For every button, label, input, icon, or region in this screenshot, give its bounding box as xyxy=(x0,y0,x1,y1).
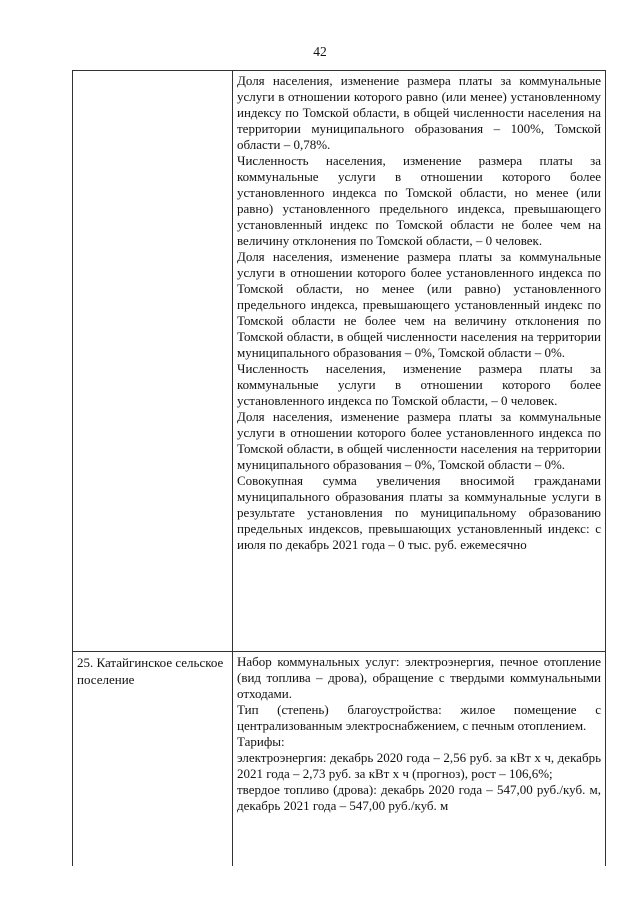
municipality-cell xyxy=(73,71,233,652)
page-number: 42 xyxy=(313,44,327,59)
indicator-paragraph: Совокупная сумма увеличения вносимой гражданами муниципального образования платы за коммунальные услуги в результате установления по муниципальному образованию предельных индексов, превышающих установленный индекс: с июля по декабрь 2021 года – 0 тыс. руб. ежемесячно xyxy=(237,473,601,552)
indicator-paragraph: Доля населения, изменение размера платы за коммунальные услуги в отношении которого более установленного индекса по Томской области, но менее (или равно) установленного предельного индекса, превышающего установленный индекс по Томской области не более чем на величину отклонения по Томской области, в общей численности населения на территории муниципального образования – 0%, Томской области – 0%. xyxy=(237,249,601,360)
indicators-cell xyxy=(233,652,606,867)
indicators-cell xyxy=(233,71,606,652)
indicator-paragraph: Набор коммунальных услуг: электроэнергия, печное отопление (вид топлива – дрова), обращение с твердыми коммунальными отходами. xyxy=(237,654,601,701)
indicators-table xyxy=(72,70,606,866)
indicator-paragraph: твердое топливо (дрова): декабрь 2020 года – 547,00 руб./куб. м, декабрь 2021 года – 547,00 руб./куб. м xyxy=(237,782,601,813)
table-row xyxy=(73,652,606,867)
indicator-paragraph: электроэнергия: декабрь 2020 года – 2,56 руб. за кВт х ч, декабрь 2021 года – 2,73 руб. за кВт х ч (прогноз), рост – 106,6%; xyxy=(237,750,601,781)
indicator-paragraph: Численность населения, изменение размера платы за коммунальные услуги в отношении которого более установленного индекса по Томской области, но менее (или равно) установленного предельного индекса, превышающего установленный индекс по Томской области не более чем на величину отклонения по Томской области, – 0 человек. xyxy=(237,153,601,248)
municipality-name: 25. Катайгинское сельское поселение xyxy=(77,655,224,687)
indicator-paragraph: Тип (степень) благоустройства: жилое помещение с централизованным электроснабжением, с печным отоплением. xyxy=(237,702,601,733)
indicator-paragraph: Доля населения, изменение размера платы за коммунальные услуги в отношении которого более установленного индекса по Томской области, в общей численности населения на территории муниципального образования – 0%, Томской области – 0%. xyxy=(237,409,601,472)
indicator-paragraph: Доля населения, изменение размера платы за коммунальные услуги в отношении которого равно (или менее) установленному индексу по Томской области, в общей численности населения на территории муниципального образования – 100%, Томской области – 0,78%. xyxy=(237,73,601,152)
indicator-paragraph: Тарифы: xyxy=(237,734,285,749)
municipality-cell xyxy=(73,652,233,867)
table-row xyxy=(73,71,606,652)
indicator-paragraph: Численность населения, изменение размера платы за коммунальные услуги в отношении которого более установленного индекса по Томской области, – 0 человек. xyxy=(237,361,601,408)
